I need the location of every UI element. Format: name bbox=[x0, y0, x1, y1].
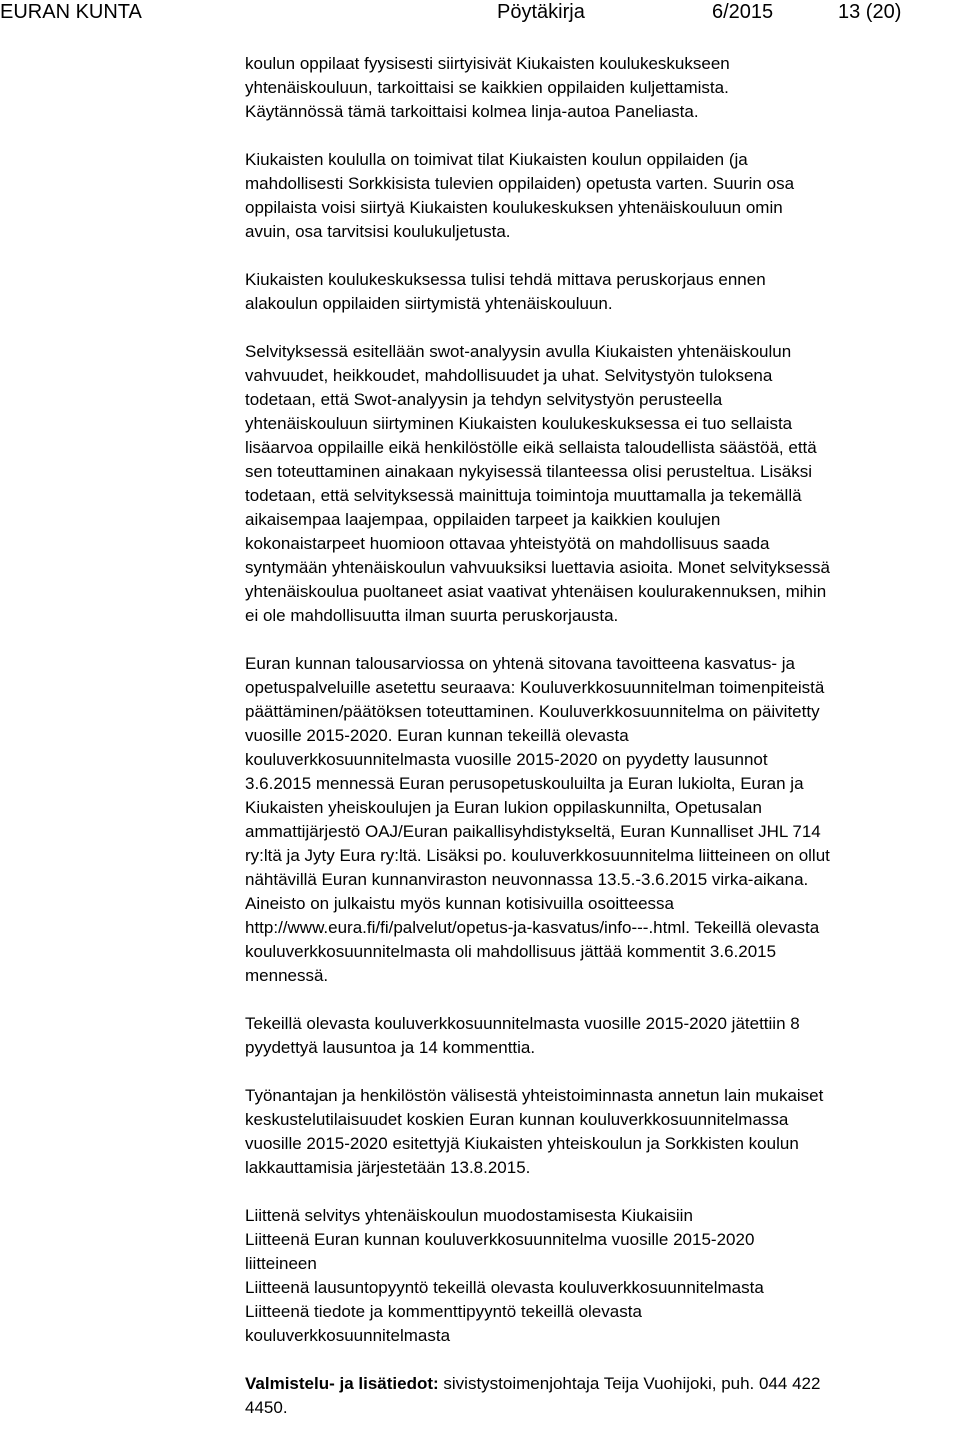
text-line: kokonaistarpeet huomioon ottavaa yhteistyötä on mahdollisuus saada bbox=[245, 534, 770, 553]
text-line: oppilaista voisi siirtyä Kiukaisten koulukeskuksen yhtenäiskouluun omin bbox=[245, 198, 783, 217]
text-line: vahvuudet, heikkoudet, mahdollisuudet ja uhat. Selvitystyön tuloksena bbox=[245, 366, 773, 385]
text-line: syntymään yhtenäiskoulun vahvuuksiksi luettavia asioita. Monet selvityksessä bbox=[245, 558, 830, 577]
text-line: Aineisto on julkaistu myös kunnan kotisivuilla osoitteessa bbox=[245, 894, 675, 913]
attachment-line: Liitteenä lausuntopyyntö tekeillä olevasta kouluverkkosuunnitelmasta bbox=[245, 1278, 764, 1297]
contact-line bbox=[245, 1372, 959, 1396]
text-line: sen toteuttaminen ainakaan nykyisessä tilanteessa olisi perusteltua. Lisäksi bbox=[245, 462, 812, 481]
text-line: Työnantajan ja henkilöstön välisestä yhteistoiminnasta annetun lain mukaiset bbox=[245, 1086, 824, 1105]
text-line: avuin, osa tarvitsisi koulukuljetusta. bbox=[245, 222, 511, 241]
text-line: alakoulun oppilaiden siirtymistä yhtenäiskouluun. bbox=[245, 294, 613, 313]
text-line: todetaan, että Swot-analyysin ja tehdyn selvitystyön perusteella bbox=[245, 390, 723, 409]
contact-label: Valmistelu- ja lisätiedot: bbox=[245, 1374, 439, 1393]
text-line: Tekeillä olevasta kouluverkkosuunnitelmasta vuosille 2015-2020 jätettiin 8 bbox=[245, 1014, 800, 1033]
text-line: vuosille 2015-2020. Euran kunnan tekeillä olevasta bbox=[245, 726, 629, 745]
text-line: Selvityksessä esitellään swot-analyysin avulla Kiukaisten yhtenäiskoulun bbox=[245, 342, 792, 361]
attachment-line: Liitteenä tiedote ja kommenttipyyntö tekeillä olevasta bbox=[245, 1302, 642, 1321]
attachment-line: Liitteenä Euran kunnan kouluverkkosuunnitelma vuosille 2015-2020 bbox=[245, 1230, 755, 1249]
text-line: Käytännössä tämä tarkoittaisi kolmea linja-autoa Paneliasta. bbox=[245, 102, 699, 121]
text-line: keskustelutilaisuudet koskien Euran kunnan kouluverkkosuunnitelmassa bbox=[245, 1110, 789, 1129]
attachment-line: liitteineen bbox=[245, 1254, 317, 1273]
paragraph-cooperation bbox=[245, 1084, 959, 1180]
document-body bbox=[245, 52, 959, 1444]
text-line: päättäminen/päätöksen toteuttaminen. Kouluverkkosuunnitelma on päivitetty bbox=[245, 702, 820, 721]
text-line: 3.6.2015 mennessä Euran perusopetuskouluilta ja Euran lukiolta, Euran ja bbox=[245, 774, 804, 793]
document-type: Pöytäkirja bbox=[497, 1, 585, 23]
contact-details: sivistystoimenjohtaja Teija Vuohijoki, puh. 044 422 bbox=[438, 1374, 821, 1393]
text-line: lakkauttamisia järjestetään 13.8.2015. bbox=[245, 1158, 531, 1177]
text-line: Kiukaisten koulukeskuksessa tulisi tehdä mittava peruskorjaus ennen bbox=[245, 270, 766, 289]
text-line: Euran kunnan talousarviossa on yhtenä sitovana tavoitteena kasvatus- ja bbox=[245, 654, 796, 673]
text-line: koulun oppilaat fyysisesti siirtyisivät Kiukaisten koulukeskukseen bbox=[245, 54, 730, 73]
text-line: ry:ltä ja Jyty Eura ry:ltä. Lisäksi po. kouluverkkosuunnitelma liitteineen on ollut bbox=[245, 846, 830, 865]
text-line: http://www.eura.fi/fi/palvelut/opetus-ja-kasvatus/info---.html. Tekeillä olevasta bbox=[245, 918, 820, 937]
paragraph-facilities bbox=[245, 148, 959, 244]
paragraph-contact bbox=[245, 1372, 959, 1420]
page-header bbox=[0, 0, 960, 26]
attachment-line: Liittenä selvitys yhtenäiskoulun muodostamisesta Kiukaisiin bbox=[245, 1206, 693, 1225]
paragraph-transport bbox=[245, 52, 959, 124]
text-line: yhtenäiskouluun siirtyminen Kiukaisten koulukeskuksessa ei tuo sellaista bbox=[245, 414, 793, 433]
text-line: Kiukaisten yheiskoulujen ja Euran lukion oppilaskunnilta, Opetusalan bbox=[245, 798, 762, 817]
organization-name: EURAN KUNTA bbox=[0, 1, 142, 23]
text-line: kouluverkkosuunnitelmasta oli mahdollisuus jättää kommentit 3.6.2015 bbox=[245, 942, 777, 961]
text-line: pyydettyä lausuntoa ja 14 kommenttia. bbox=[245, 1038, 536, 1057]
text-line: yhtenäiskoulua puoltaneet asiat vaativat yhtenäisen koulurakennuksen, mihin bbox=[245, 582, 827, 601]
text-line: ammattijärjestö OAJ/Euran paikallisyhdistykseltä, Euran Kunnalliset JHL 714 bbox=[245, 822, 821, 841]
text-line: vuosille 2015-2020 esitettyjä Kiukaisten yhteiskoulun ja Sorkkisten koulun bbox=[245, 1134, 799, 1153]
document-number: 6/2015 bbox=[712, 1, 774, 23]
paragraph-renovation bbox=[245, 268, 959, 316]
text-line: yhtenäiskouluun, tarkoittaisi se kaikkien oppilaiden kuljettamista. bbox=[245, 78, 729, 97]
text-line: kouluverkkosuunnitelmasta vuosille 2015-2020 on pyydetty lausunnot bbox=[245, 750, 768, 769]
paragraph-attachments bbox=[245, 1204, 959, 1348]
paragraph-swot bbox=[245, 340, 959, 628]
text-line: lisäarvoa oppilaille eikä henkilöstölle eikä sellaista taloudellista säästöä, että bbox=[245, 438, 817, 457]
paragraph-budget-goal bbox=[245, 652, 959, 988]
paragraph-statements bbox=[245, 1012, 959, 1060]
text-line: opetuspalveluille asetettu seuraava: Kouluverkkosuunnitelman toimenpiteistä bbox=[245, 678, 825, 697]
contact-phone-end: 4450. bbox=[245, 1398, 288, 1417]
text-line: mennessä. bbox=[245, 966, 329, 985]
text-line: todetaan, että selvityksessä mainittuja toimintoja muuttamalla ja tekemällä bbox=[245, 486, 802, 505]
text-line: nähtävillä Euran kunnanviraston neuvonnassa 13.5.-3.6.2015 virka-aikana. bbox=[245, 870, 809, 889]
text-line: ei ole mahdollisuutta ilman suurta peruskorjausta. bbox=[245, 606, 619, 625]
text-line: mahdollisesti Sorkkisista tulevien oppilaiden) opetusta varten. Suurin osa bbox=[245, 174, 795, 193]
page-number: 13 (20) bbox=[838, 1, 902, 23]
text-line: aikaisempaa laajempaa, oppilaiden tarpeet ja kaikkien koulujen bbox=[245, 510, 721, 529]
text-line: Kiukaisten koululla on toimivat tilat Kiukaisten koulun oppilaiden (ja bbox=[245, 150, 748, 169]
attachment-line: kouluverkkosuunnitelmasta bbox=[245, 1326, 451, 1345]
